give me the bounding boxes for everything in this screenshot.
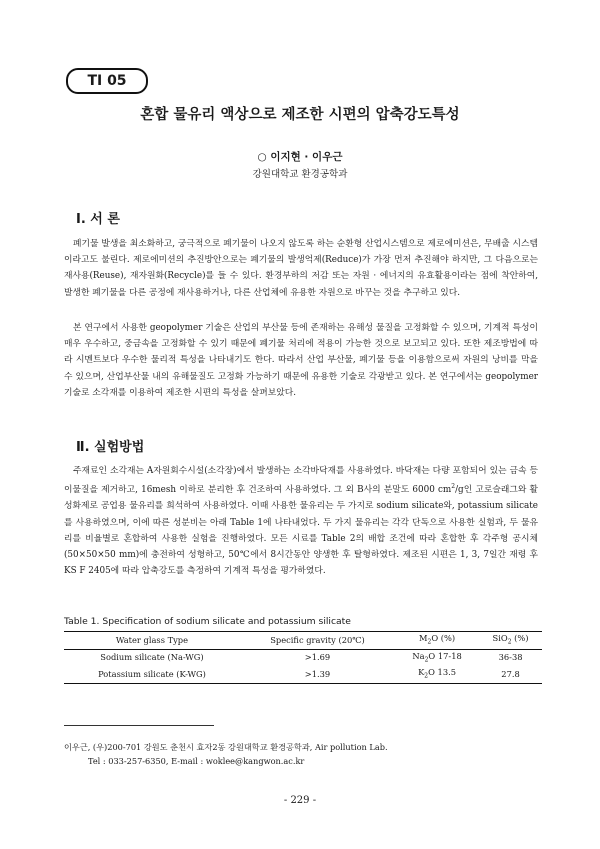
paper-title: 혼합 물유리 액상으로 제조한 시편의 압축강도특성 [140,107,460,123]
header-type: Water glass Type [115,634,189,645]
session-tag: TI 05 [66,68,148,94]
authors: ○ 이지현 · 이우근 [257,151,343,163]
header-gravity: Specific gravity (20℃) [270,634,365,645]
cell-m2o: $Na_2O$ 17-18 [412,650,462,664]
table-row [64,649,542,666]
intro-paragraph-1: 폐기물 발생을 최소화하고, 궁극적으로 폐기물이 나오지 않도록 하는 순환형 산업시스템으로 제로에미션은, 무배출 시스템이라고도 불린다. 제로에미션의 추진방안으로는 폐기물의 발생억제(Reduce)가 가장 먼저 추진해야 하지만, 그 다음으로는 재사용(Reuse), 재자원화(Recycle)를 들 수 있다. 환경부하의 저감 또는 자원 · 에너지의 유효활용이라는 점에 착안하여, 발생한 폐기물을 다른 공정에 재사용하거나, 다른 산업체에 유용한 자원으로 바꾸는 것을 추구하고 있다. [64,239,538,298]
cell-m2o: $K_2O$ 13.5 [418,667,457,680]
table-1 [64,631,542,684]
intro-paragraph-2: 본 연구에서 사용한 geopolymer 기술은 산업의 부산물 등에 존재하는 유해성 물질을 고정화할 수 있으며, 기계적 특성이 매우 우수하고, 중금속을 고정화할 수 있기 때문에 폐기물 처리에 적용이 가능한 것으로 보고되고 있다. 또한 제조방법에 따라 시멘트보다 우수한 물리적 특성을 나타내기도 한다. 따라서 산업 부산물, 폐기물 등을 이용함으로써 자원의 낭비를 막을 수 있으며, 산업부산물 내의 유해물질도 고정화 가능하기 때문에 유용한 기술로 각광받고 있다. 본 연구에서는 geopolymer 기술로 소각재를 이용하여 제조한 시편의 특성을 살펴보았다. [64,323,538,398]
cell-type: Potassium silicate (K-WG) [98,669,206,680]
header-m2o: $M_2O$ (%) [419,633,456,646]
page-number: - 229 - [283,795,317,806]
cell-sio2: 27.8 [501,669,520,680]
method-paragraph-1: 주재료인 소각재는 A자원회수시설(소각장)에서 발생하는 소각바닥재를 사용하였다. 바닥재는 다량 포함되어 있는 금속 등 이물질을 제거하고, 16mesh 이하로 분리한 후 건조하여 사용하였다. 그 외 B사의 분말도 6000 $cm^2/g$인 고로슬래그와 활성화제로 공업용 물유리를 희석하여 사용하였다. 이때 사용한 물유리는 두 가지로 sodium silicate와, potassium silicate를 사용하였으며, 이에 따른 성분비는 아래 Table 1에 나타내었다. 두 가지 물유리는 각각 단독으로 사용한 실험과, 두 물유리를 비율별로 혼합하여 사용한 실험을 진행하였다. 모든 시료를 Table 2의 배합 조건에 따라 혼합한 후 각주형 공시체(50×50×50 mm)에 충전하여 성형하고, 50℃에서 8시간동안 양생한 후 탈형하였다. 제조된 시편은 1, 3, 7일간 재령 후 KS F 2405에 따라 압축강도를 측정하여 기계적 특성을 평가하였다. [64,466,539,577]
table-1-caption: Table 1. Specification of sodium silicate and potassium silicate [64,616,351,627]
intro-heading: Ⅰ. 서 론 [76,212,120,227]
table-header-row [64,632,542,650]
footnote-contact: Tel : 033-257-6350, E-mail : woklee@kangwon.ac.kr [88,756,305,766]
footnote-rule [64,725,214,726]
footnote-address: 이우근, (우)200-701 강원도 춘천시 효자2동 강원대학교 환경공학과, Air pollution Lab. [64,742,388,752]
cell-sio2: 36-38 [498,652,523,663]
header-sio2: SiO$_2$ (%) [492,633,529,646]
affiliation: 강원대학교 환경공학과 [252,169,348,180]
cell-gravity: >1.69 [304,652,331,663]
table-row [64,666,542,683]
cell-type: Sodium silicate (Na-WG) [100,652,204,663]
cell-gravity: >1.39 [304,669,331,680]
method-heading: Ⅱ. 실험방법 [76,440,145,455]
